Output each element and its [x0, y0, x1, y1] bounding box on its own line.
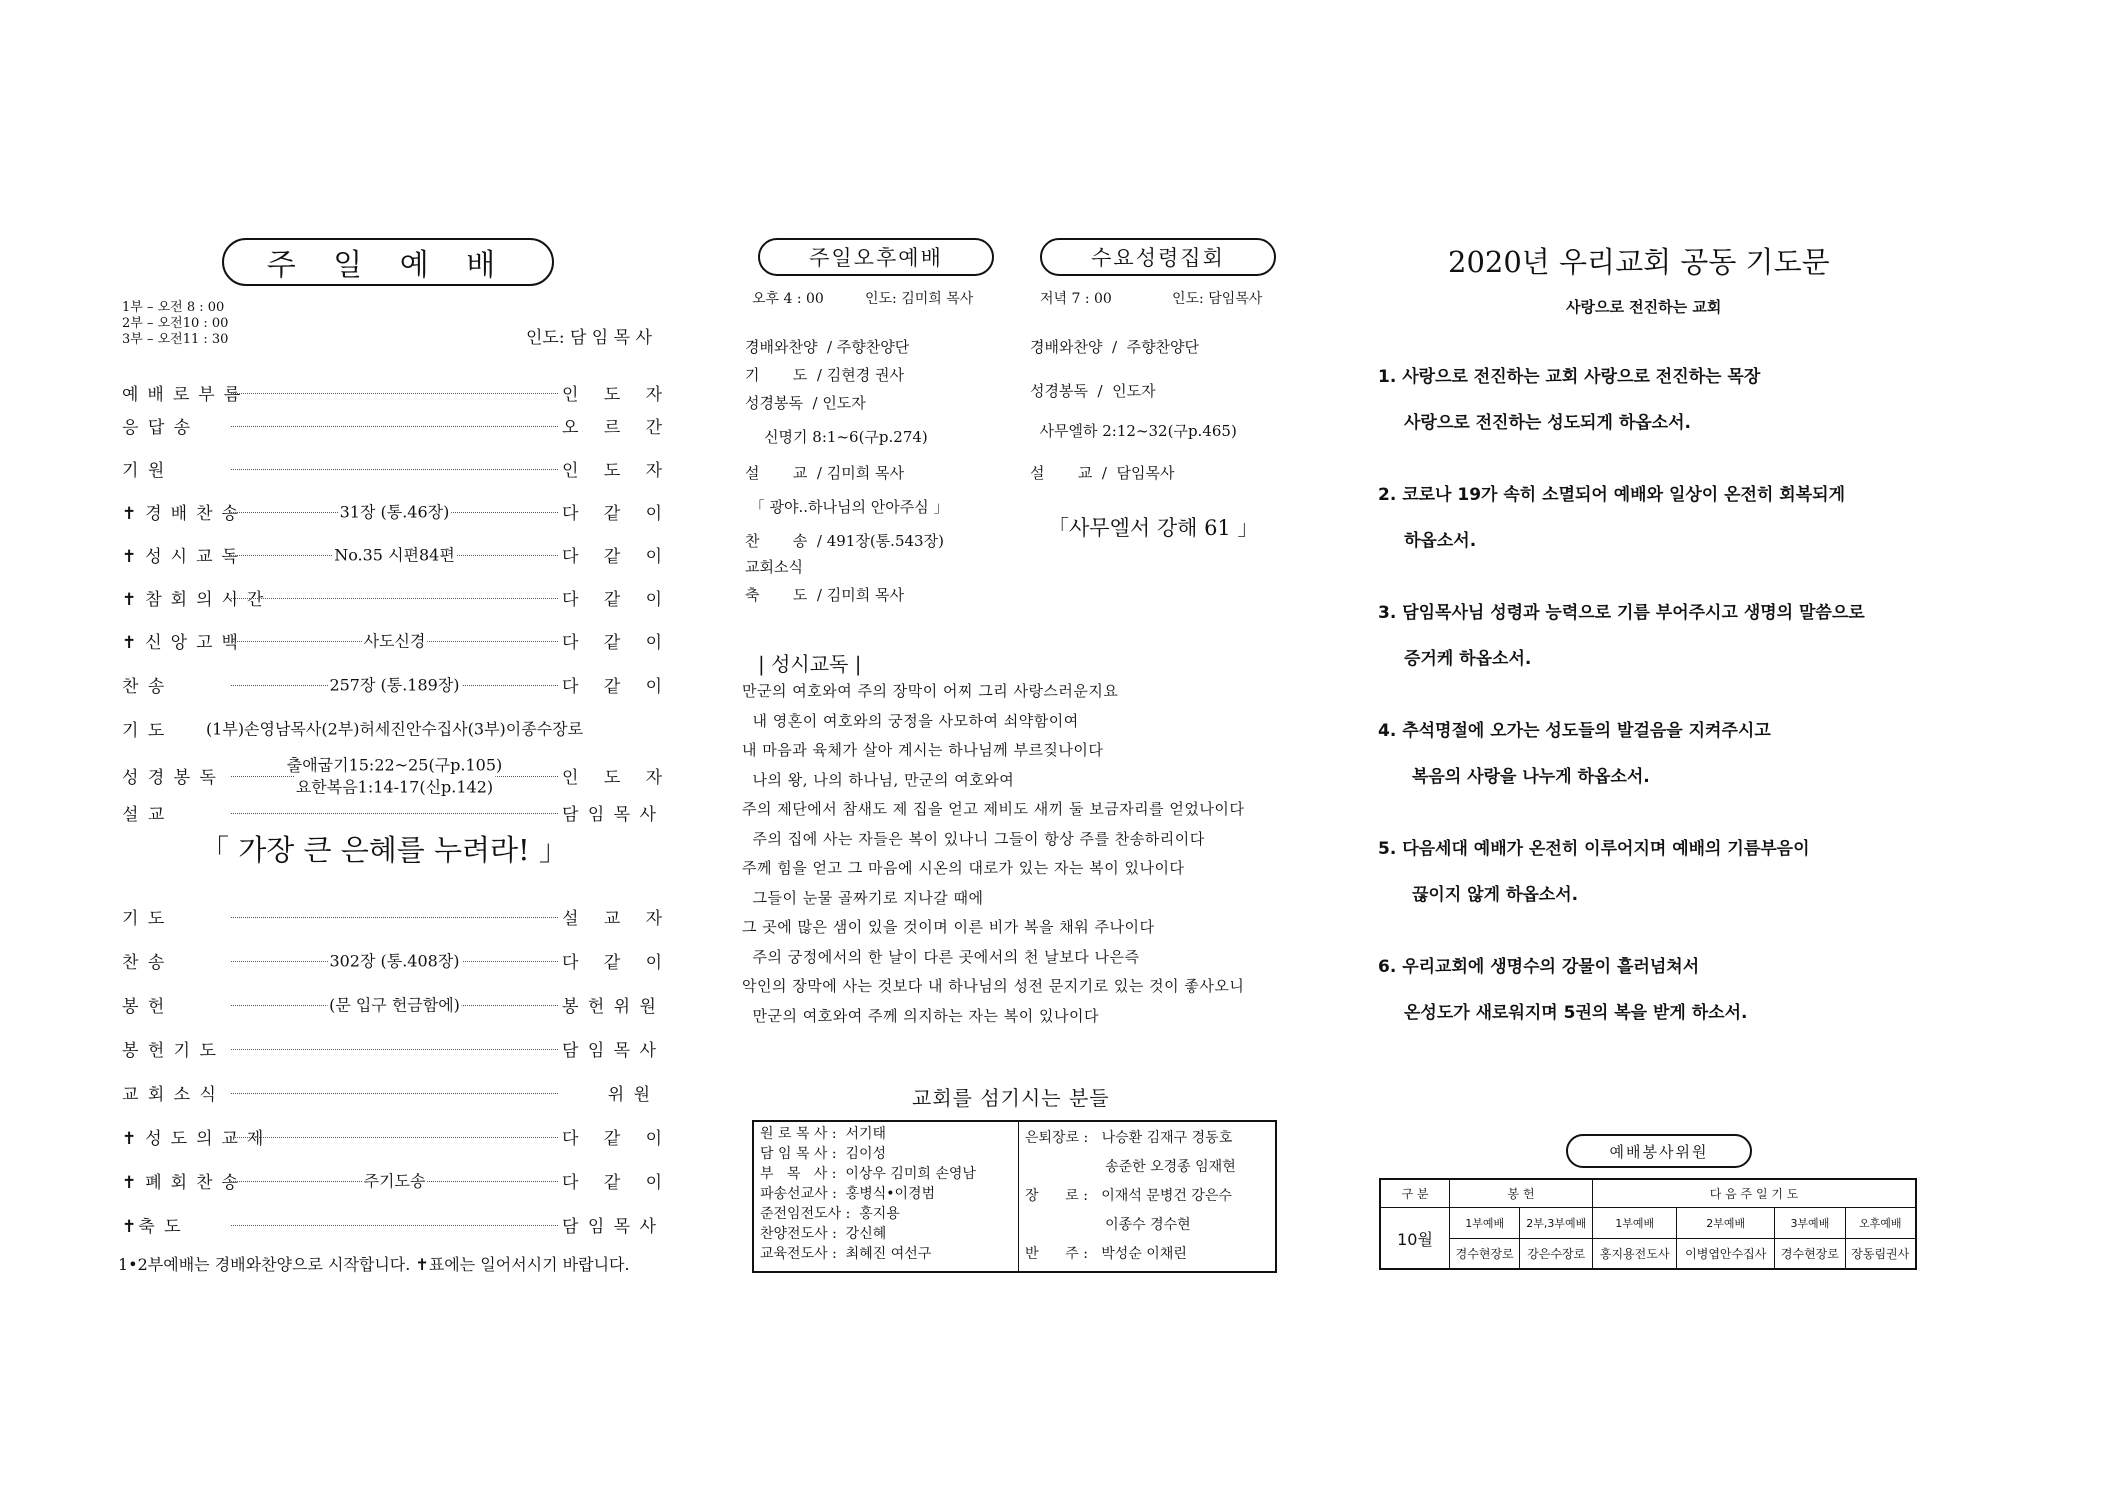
duty-head-prayer: 다 음 주 일 기 도 — [1593, 1179, 1916, 1208]
order-item-name: 응 답 송 — [122, 418, 193, 438]
service-time-3: 3부 – 오전11 : 30 — [122, 332, 229, 347]
order-row — [122, 1080, 652, 1105]
staff-left-line: 파송선교사 : 홍병식•이경범 — [760, 1186, 936, 1202]
sunday-leader: 인도: 담 임 목 사 — [526, 328, 652, 348]
order-item-leader: 다 같 이 — [562, 677, 673, 697]
order-row — [122, 948, 673, 973]
psalm-line: 나의 왕, 나의 하나님, 만군의 여호와여 — [742, 770, 1015, 789]
staff-right-line: 은퇴장로 : 나승환 김재구 경동호 — [1025, 1130, 1233, 1146]
order-item-detail: 31장 (통.46장) — [338, 499, 452, 522]
order-item-leader: 다 같 이 — [562, 547, 673, 567]
leader-dots — [231, 392, 558, 394]
service-line: 설 교 / 담임목사 — [1030, 464, 1175, 482]
order-row — [122, 585, 673, 610]
order-row — [122, 413, 673, 438]
order-item-name: ✝성도의교제 — [122, 1129, 273, 1149]
prayer-item-cont: 온성도가 새로워지며 5권의 복을 받게 하소서. — [1404, 1003, 1748, 1023]
order-row — [122, 499, 673, 524]
staff-left-line: 교육전도사 : 최혜진 여선구 — [760, 1246, 932, 1262]
order-item-name: 기 도 — [122, 909, 167, 929]
duty-sub-4: 2부예배 — [1677, 1208, 1775, 1239]
service-line: 성경봉독 / 인도자 — [745, 394, 866, 412]
order-row — [122, 628, 673, 653]
order-row — [122, 800, 658, 825]
order-item-name: 찬 송 — [122, 953, 167, 973]
service-time-2: 2부 – 오전10 : 00 — [122, 316, 229, 331]
staff-left-line: 담 임 목 사 : 김이성 — [760, 1146, 887, 1162]
psalm-line: 주의 집에 사는 자들은 복이 있나니 그들이 항상 주를 찬송하리이다 — [742, 829, 1205, 848]
order-row — [122, 755, 673, 796]
order-item-name: 교 회 소 식 — [122, 1085, 218, 1105]
duty-table — [1379, 1178, 1917, 1270]
prayer-item-cont: 증거케 하옵소서. — [1404, 649, 1532, 669]
psalm-line: 그들이 눈물 골짜기로 지나갈 때에 — [742, 888, 984, 907]
order-item-detail: (문 입구 헌금함에) — [327, 992, 462, 1015]
order-item-name: ✝신앙고백 — [122, 633, 247, 653]
psalm-line: 내 마음과 육체가 살아 계시는 하나님께 부르짖나이다 — [742, 741, 1104, 759]
leader-dots — [231, 631, 558, 650]
staff-left-line: 준전임전도사 : 홍지용 — [760, 1206, 900, 1222]
staff-table — [752, 1120, 1277, 1273]
order-row — [122, 992, 658, 1017]
duty-name-4: 이병엽안수집사 — [1677, 1238, 1775, 1269]
leader-dots — [231, 545, 558, 564]
prayer-item: 5. 다음세대 예배가 온전히 이루어지며 예배의 기름부음이 — [1378, 839, 1810, 859]
duty-head-offering: 봉 헌 — [1450, 1179, 1593, 1208]
leader-dots — [231, 675, 558, 694]
service-line: 교회소식 — [745, 558, 803, 576]
prayer-item-cont: 사랑으로 전진하는 성도되게 하옵소서. — [1404, 413, 1691, 433]
prayer-item: 6. 우리교회에 생명수의 강물이 흘러넘쳐서 — [1378, 957, 1700, 977]
staff-title: 교회를 섬기시는 분들 — [912, 1086, 1110, 1110]
wednesday-time: 저녁 7 : 00 — [1040, 291, 1112, 307]
order-item-leader: 다 같 이 — [562, 590, 673, 610]
staff-right-line: 반 주 : 박성순 이채린 — [1025, 1246, 1187, 1262]
service-line: 「 광야..하나님의 안아주심 」 — [745, 498, 949, 516]
order-item-name: ✝폐회찬송 — [122, 1173, 247, 1193]
duty-sub-6: 오후예배 — [1845, 1208, 1916, 1239]
service-time-1: 1부 – 오전 8 : 00 — [122, 300, 225, 315]
order-item-name: ✝경배찬송 — [122, 504, 247, 524]
order-item-detail: No.35 시편84편 — [332, 542, 457, 565]
staff-right-line: 이종수 경수현 — [1025, 1217, 1191, 1233]
prayer-item-cont: 하옵소서. — [1404, 531, 1477, 551]
order-row — [122, 672, 673, 697]
psalm-line: 주의 제단에서 참새도 제 집을 얻고 제비도 새끼 둘 보금자리를 얻었나이다 — [742, 800, 1245, 818]
duty-title: 예배봉사위원 — [1566, 1134, 1752, 1168]
order-item-leader: 인 도 자 — [562, 385, 673, 405]
service-line: 신명기 8:1~6(구p.274) — [745, 428, 928, 446]
order-row — [122, 1036, 658, 1061]
prayer-item: 3. 담임목사님 성령과 능력으로 기름 부어주시고 생명의 말씀으로 — [1378, 603, 1865, 623]
prayer-title: 2020년 우리교회 공동 기도문 — [1448, 245, 1830, 279]
service-times — [122, 300, 228, 348]
leader-dots — [231, 1136, 558, 1138]
order-item-detail: 302장 (통.408장) — [327, 948, 461, 971]
order-row — [122, 456, 673, 481]
order-item-detail: 사도신경 — [362, 628, 428, 651]
order-item-leader: 위 원 — [607, 1085, 652, 1105]
staff-left-line: 부 목 사 : 이상우 김미희 손영남 — [760, 1166, 976, 1182]
order-item-name: 기 도 — [122, 721, 167, 741]
leader-dots — [231, 916, 558, 918]
wednesday-service-title: 수요성령집회 — [1040, 238, 1276, 276]
leader-dots — [231, 1171, 558, 1190]
leader-dots — [231, 812, 558, 814]
sermon-title: 「 가장 큰 은혜를 누려라! 」 — [200, 833, 568, 867]
order-item-detail-2: 요한복음1:14-17(신p.142) — [294, 774, 495, 797]
duty-name-5: 경수현장로 — [1775, 1238, 1845, 1269]
wednesday-leader: 인도: 담임목사 — [1172, 291, 1263, 307]
duty-name-3: 홍지용전도사 — [1593, 1238, 1677, 1269]
order-row — [122, 716, 652, 741]
order-row — [122, 380, 673, 405]
duty-month: 10월 — [1380, 1208, 1450, 1269]
service-line: 경배와찬양 / 주향찬양단 — [1030, 338, 1200, 356]
order-item-detail: 출애굽기15:22~25(구p.105) — [285, 752, 505, 775]
responsive-reading-title: | 성시교독 | — [758, 652, 862, 676]
order-item-name: 기 원 — [122, 461, 167, 481]
staff-right-line: 송준한 오경종 임재현 — [1025, 1159, 1236, 1175]
order-item-name: 봉 헌 — [122, 997, 167, 1017]
order-item-leader: 다 같 이 — [562, 1129, 673, 1149]
service-line: 경배와찬양 / 주향찬양단 — [745, 338, 910, 356]
duty-sub-5: 3부예배 — [1775, 1208, 1845, 1239]
leader-dots — [231, 502, 558, 521]
order-item-name: 성 경 봉 독 — [122, 768, 218, 788]
duty-name-1: 경수현장로 — [1450, 1238, 1520, 1269]
afternoon-leader: 인도: 김미희 목사 — [865, 291, 974, 307]
order-row — [122, 1124, 673, 1149]
psalm-line: 만군의 여호와여 주께 의지하는 자는 복이 있나이다 — [742, 1006, 1099, 1025]
duty-sub-2: 2부,3부예배 — [1520, 1208, 1593, 1239]
order-row — [122, 1212, 658, 1237]
order-item-leader: 담 임 목 사 — [562, 805, 658, 825]
leader-dots — [231, 468, 558, 470]
order-item-leader: 설 교 자 — [562, 909, 673, 929]
order-item-name: 설 교 — [122, 805, 167, 825]
order-item-detail: (1부)손영남목사(2부)허세진안수집사(3부)이종수장로 — [204, 716, 585, 739]
service-line: 설 교 / 김미희 목사 — [745, 464, 904, 482]
leader-dots — [231, 1092, 558, 1094]
order-item-detail: 주기도송 — [362, 1168, 428, 1191]
prayer-item: 1. 사랑으로 전진하는 교회 사랑으로 전진하는 목장 — [1378, 367, 1761, 387]
order-item-leader: 오 르 간 — [562, 418, 673, 438]
prayer-item: 2. 코로나 19가 속히 소멸되어 예배와 일상이 온전히 회복되게 — [1378, 485, 1845, 505]
order-item-leader: 담 임 목 사 — [562, 1041, 658, 1061]
psalm-line: 주께 힘을 얻고 그 마음에 시온의 대로가 있는 자는 복이 있나이다 — [742, 859, 1185, 877]
leader-dots — [231, 1224, 558, 1226]
service-line: 축 도 / 김미희 목사 — [745, 586, 904, 604]
leader-dots — [231, 425, 558, 427]
order-item-leader: 담 임 목 사 — [562, 1217, 658, 1237]
prayer-item-cont: 복음의 사랑을 나누게 하옵소서. — [1412, 767, 1650, 787]
order-item-name: 봉 헌 기 도 — [122, 1041, 218, 1061]
order-item-leader: 다 같 이 — [562, 953, 673, 973]
leader-dots — [205, 719, 584, 738]
prayer-item-cont: 끊이지 않게 하옵소서. — [1412, 885, 1579, 905]
order-item-leader: 다 같 이 — [562, 504, 673, 524]
service-line: 기 도 / 김현경 권사 — [745, 366, 904, 384]
psalm-line: 악인의 장막에 사는 것보다 내 하나님의 성전 문지기로 있는 것이 좋사오니 — [742, 977, 1245, 995]
afternoon-time: 오후 4 : 00 — [752, 291, 824, 307]
order-item-name: 예배로부름 — [122, 385, 250, 405]
order-item-name: ✝참회의시간 — [122, 590, 273, 610]
order-item-name: 찬 송 — [122, 677, 167, 697]
psalm-line: 만군의 여호와여 주의 장막이 어찌 그리 사랑스러운지요 — [742, 682, 1119, 700]
afternoon-service-title: 주일오후예배 — [758, 238, 994, 276]
staff-left-column — [753, 1121, 1019, 1272]
psalm-line: 내 영혼이 여호와의 궁정을 사모하여 쇠약함이여 — [742, 711, 1079, 730]
prayer-item: 4. 추석명절에 오가는 성도들의 발걸음을 지켜주시고 — [1378, 721, 1771, 741]
psalm-line: 주의 궁정에서의 한 날이 다른 곳에서의 천 날보다 나은즉 — [742, 947, 1140, 966]
order-item-name: ✝축 도 — [122, 1217, 183, 1237]
order-item-leader: 인 도 자 — [562, 461, 673, 481]
leader-dots — [231, 951, 558, 970]
duty-sub-1: 1부예배 — [1450, 1208, 1520, 1239]
wednesday-sermon: 「사무엘서 강해 61 」 — [1048, 516, 1259, 540]
order-item-leader: 봉 헌 위 원 — [562, 997, 658, 1017]
psalm-line: 그 곳에 많은 샘이 있을 것이며 이른 비가 복을 채워 주나이다 — [742, 918, 1155, 936]
leader-dots — [231, 755, 558, 796]
order-row — [122, 542, 673, 567]
order-row — [122, 904, 673, 929]
duty-head-category: 구 분 — [1380, 1179, 1450, 1208]
duty-name-2: 강은수장로 — [1520, 1238, 1593, 1269]
service-line: 사무엘하 2:12~32(구p.465) — [1030, 422, 1237, 440]
sunday-service-title: 주 일 예 배 — [222, 238, 554, 286]
order-item-detail: 257장 (통.189장) — [327, 672, 461, 695]
order-item-leader: 다 같 이 — [562, 1173, 673, 1193]
leader-dots — [231, 597, 558, 599]
footnote: 1•2부예배는 경배와찬양으로 시작합니다. ✝표에는 일어서시기 바랍니다. — [118, 1255, 630, 1274]
staff-left-line: 찬양전도사 : 강신혜 — [760, 1226, 887, 1242]
staff-right-line: 장 로 : 이재석 문병건 강은수 — [1025, 1188, 1232, 1204]
order-item-leader: 인 도 자 — [562, 768, 673, 788]
order-item-leader: 다 같 이 — [562, 633, 673, 653]
prayer-subtitle: 사랑으로 전진하는 교회 — [1566, 298, 1722, 316]
service-line: 찬 송 / 491장(통.543장) — [745, 532, 944, 550]
duty-name-6: 장동림권사 — [1845, 1238, 1916, 1269]
leader-dots — [231, 995, 558, 1014]
order-row — [122, 1168, 673, 1193]
staff-left-line: 원 로 목 사 : 서기태 — [760, 1126, 887, 1142]
leader-dots — [231, 1048, 558, 1050]
order-item-name: ✝성시교독 — [122, 547, 247, 567]
staff-right-column — [1019, 1121, 1277, 1272]
duty-sub-3: 1부예배 — [1593, 1208, 1677, 1239]
service-line: 성경봉독 / 인도자 — [1030, 382, 1156, 400]
